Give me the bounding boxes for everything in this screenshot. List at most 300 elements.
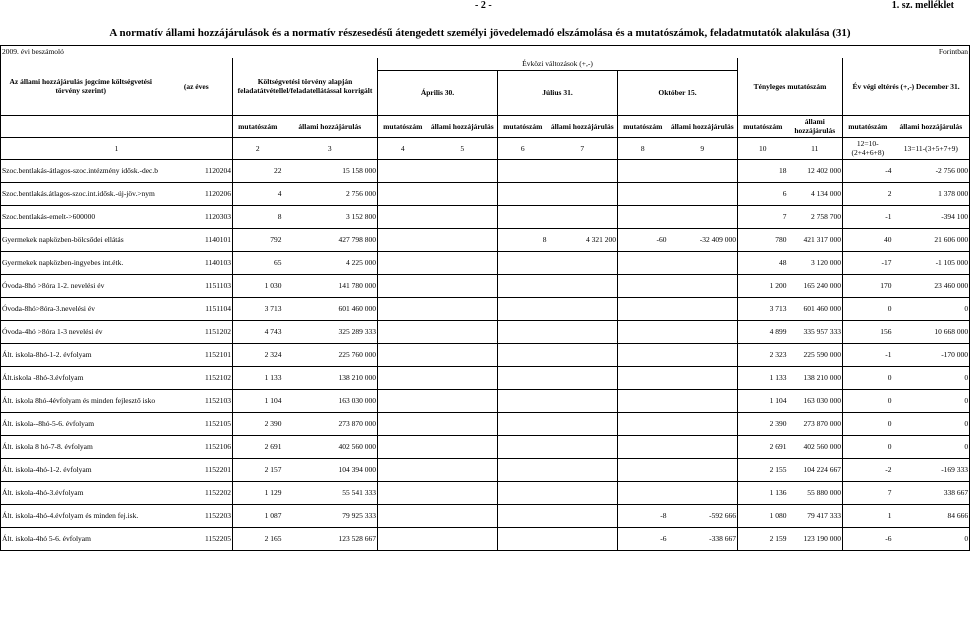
table-row xyxy=(1,251,970,274)
table-row xyxy=(1,389,970,412)
row-code: 1120303 xyxy=(161,205,233,228)
row-value: 6 xyxy=(738,182,788,205)
page-header xyxy=(0,0,960,12)
row-jogcim: Szoc.bentlakás-emelt->600000 xyxy=(1,205,161,228)
row-value: 123 528 667 xyxy=(283,527,378,550)
row-value: 2 691 xyxy=(738,435,788,458)
row-value: -1 xyxy=(843,343,893,366)
row-value xyxy=(668,159,738,182)
row-value: -2 756 000 xyxy=(893,159,970,182)
data-rows xyxy=(1,159,970,550)
row-value: -17 xyxy=(843,251,893,274)
subheader-cell: mutatószám xyxy=(738,115,788,137)
row-value xyxy=(668,297,738,320)
row-value xyxy=(378,527,428,550)
row-value: 0 xyxy=(843,297,893,320)
row-value xyxy=(428,251,498,274)
table-row xyxy=(1,274,970,297)
row-value xyxy=(618,320,668,343)
row-value: 0 xyxy=(893,412,970,435)
row-value: 427 798 800 xyxy=(283,228,378,251)
row-value xyxy=(428,527,498,550)
row-value xyxy=(498,458,548,481)
row-value xyxy=(668,389,738,412)
row-value: 163 030 000 xyxy=(283,389,378,412)
row-value: 1 133 xyxy=(738,366,788,389)
row-value xyxy=(498,274,548,297)
row-value: 1 104 xyxy=(233,389,283,412)
row-value xyxy=(428,343,498,366)
annex-label: 1. sz. melléklet xyxy=(891,0,954,11)
row-jogcim: Ált. iskola-4hó 5-6. évfolyam xyxy=(1,527,161,550)
row-code: 1152103 xyxy=(161,389,233,412)
report-label: 2009. évi beszámoló xyxy=(1,46,283,58)
row-value xyxy=(498,527,548,550)
row-value: 15 158 000 xyxy=(283,159,378,182)
row-value: 2 324 xyxy=(233,343,283,366)
row-value xyxy=(668,251,738,274)
row-value: 0 xyxy=(893,389,970,412)
row-jogcim: Ált. iskola-4hó-3.évfolyam xyxy=(1,481,161,504)
table-row xyxy=(1,228,970,251)
row-jogcim: Ált. iskola--8hó-5-6. évfolyam xyxy=(1,412,161,435)
row-value xyxy=(548,504,618,527)
row-code: 1152101 xyxy=(161,343,233,366)
column-number: 9 xyxy=(668,137,738,159)
row-value xyxy=(498,389,548,412)
header-tenyleges: Tényleges mutatószám xyxy=(738,58,843,116)
table-row xyxy=(1,297,970,320)
row-value xyxy=(618,297,668,320)
row-value xyxy=(618,182,668,205)
row-value xyxy=(548,366,618,389)
row-value: 18 xyxy=(738,159,788,182)
row-value xyxy=(378,205,428,228)
row-value xyxy=(428,297,498,320)
row-value: 1 087 xyxy=(233,504,283,527)
row-value xyxy=(498,320,548,343)
row-value xyxy=(618,159,668,182)
row-value xyxy=(378,320,428,343)
row-value: 12 402 000 xyxy=(788,159,843,182)
row-value xyxy=(378,412,428,435)
row-value xyxy=(548,343,618,366)
row-value: 3 120 000 xyxy=(788,251,843,274)
row-value: -2 xyxy=(843,458,893,481)
subheader-cell: mutatószám xyxy=(843,115,893,137)
row-value: 8 xyxy=(233,205,283,228)
row-value: 2 165 xyxy=(233,527,283,550)
subheader-row xyxy=(1,115,970,137)
row-value: 2 159 xyxy=(738,527,788,550)
row-value xyxy=(378,159,428,182)
header-aprilis: Április 30. xyxy=(420,88,455,97)
row-value xyxy=(548,435,618,458)
row-jogcim: Óvoda-4hó >8óra 1-3 nevelési év xyxy=(1,320,161,343)
row-value xyxy=(428,205,498,228)
row-jogcim: Ált. iskola-8hó-1-2. évfolyam xyxy=(1,343,161,366)
row-value: 421 317 000 xyxy=(788,228,843,251)
row-jogcim: Ált.iskola -8hó-3.évfolyam xyxy=(1,366,161,389)
subheader-cell: állami hozzájárulás xyxy=(788,115,843,137)
header-julius: Július 31. xyxy=(497,71,617,115)
row-value: -170 000 xyxy=(893,343,970,366)
row-jogcim: Ált. iskola 8 hó-7-8. évfolyam xyxy=(1,435,161,458)
row-value: 1 104 xyxy=(738,389,788,412)
table-row xyxy=(1,458,970,481)
row-value xyxy=(428,274,498,297)
row-value: 792 xyxy=(233,228,283,251)
row-code: 1152203 xyxy=(161,504,233,527)
row-value: 1 378 000 xyxy=(893,182,970,205)
row-value xyxy=(428,159,498,182)
row-value: 1 136 xyxy=(738,481,788,504)
row-code: 1152105 xyxy=(161,412,233,435)
row-value xyxy=(498,504,548,527)
row-value: 335 957 333 xyxy=(788,320,843,343)
table-row xyxy=(1,320,970,343)
row-value: 2 758 700 xyxy=(788,205,843,228)
column-number: 5 xyxy=(428,137,498,159)
subheader-cell: állami hozzájárulás xyxy=(548,115,618,137)
row-value: 40 xyxy=(843,228,893,251)
row-value: 402 560 000 xyxy=(283,435,378,458)
row-value: -1 xyxy=(843,205,893,228)
row-value xyxy=(548,251,618,274)
row-value: 165 240 000 xyxy=(788,274,843,297)
row-value xyxy=(428,481,498,504)
report-label-row xyxy=(1,46,970,58)
row-value xyxy=(548,389,618,412)
row-value xyxy=(428,504,498,527)
row-value xyxy=(548,159,618,182)
subheader-cell: állami hozzájárulás xyxy=(283,115,378,137)
row-value xyxy=(498,182,548,205)
row-value: 4 134 000 xyxy=(788,182,843,205)
column-number: 1 xyxy=(1,137,233,159)
table-row xyxy=(1,159,970,182)
row-value xyxy=(618,366,668,389)
row-value xyxy=(618,343,668,366)
row-value xyxy=(498,159,548,182)
row-value: 2 157 xyxy=(233,458,283,481)
row-jogcim: Ált. iskola 8hó-4évfolyam és minden fejlesztő isko xyxy=(1,389,161,412)
subheader-cell: mutatószám xyxy=(618,115,668,137)
row-value: -32 409 000 xyxy=(668,228,738,251)
row-value: 7 xyxy=(738,205,788,228)
row-value xyxy=(618,435,668,458)
row-value: 1 xyxy=(843,504,893,527)
row-value: 138 210 000 xyxy=(788,366,843,389)
row-code: 1140103 xyxy=(161,251,233,274)
row-value: -394 100 xyxy=(893,205,970,228)
row-value: 0 xyxy=(893,366,970,389)
row-jogcim: Ált. iskola-4hó-1-2. évfolyam xyxy=(1,458,161,481)
row-value: 123 190 000 xyxy=(788,527,843,550)
row-value xyxy=(378,435,428,458)
table-row xyxy=(1,527,970,550)
row-code: 1151202 xyxy=(161,320,233,343)
row-code: 1151103 xyxy=(161,274,233,297)
row-value xyxy=(548,182,618,205)
row-value xyxy=(618,205,668,228)
row-value xyxy=(548,320,618,343)
column-number-row xyxy=(1,137,970,159)
row-value xyxy=(428,412,498,435)
row-value xyxy=(428,182,498,205)
row-value xyxy=(618,481,668,504)
header-eves: (az éves xyxy=(183,81,209,91)
row-value xyxy=(378,251,428,274)
column-number: 8 xyxy=(618,137,668,159)
row-value xyxy=(378,182,428,205)
row-value: 48 xyxy=(738,251,788,274)
row-value xyxy=(668,205,738,228)
row-value: 1 133 xyxy=(233,366,283,389)
row-value xyxy=(428,228,498,251)
row-value: 0 xyxy=(843,412,893,435)
column-number: 4 xyxy=(378,137,428,159)
row-value xyxy=(668,412,738,435)
column-number: 10 xyxy=(738,137,788,159)
row-value: 0 xyxy=(893,527,970,550)
row-code: 1152202 xyxy=(161,481,233,504)
column-number: 12=10-(2+4+6+8) xyxy=(843,137,893,159)
row-value: 7 xyxy=(843,481,893,504)
table-row xyxy=(1,366,970,389)
column-number: 6 xyxy=(498,137,548,159)
row-value xyxy=(668,366,738,389)
row-value: 2 756 000 xyxy=(283,182,378,205)
header-row xyxy=(1,58,970,116)
row-jogcim: Gyermekek napközben-ingyebes int.étk. xyxy=(1,251,161,274)
row-value: 780 xyxy=(738,228,788,251)
row-code: 1152201 xyxy=(161,458,233,481)
table-row xyxy=(1,343,970,366)
row-value: 104 224 667 xyxy=(788,458,843,481)
subheader-cell: mutatószám xyxy=(498,115,548,137)
row-value: 338 667 xyxy=(893,481,970,504)
row-value: -592 666 xyxy=(668,504,738,527)
row-value: 104 394 000 xyxy=(283,458,378,481)
page-number: - 2 - xyxy=(475,0,492,11)
column-number: 11 xyxy=(788,137,843,159)
row-value: 3 713 xyxy=(233,297,283,320)
row-value xyxy=(668,320,738,343)
row-value: 2 390 xyxy=(738,412,788,435)
row-value: 4 xyxy=(233,182,283,205)
row-value xyxy=(668,435,738,458)
table-row xyxy=(1,504,970,527)
row-value: 0 xyxy=(893,435,970,458)
header-ev-vegi: Év végi eltérés (+,-) December 31. xyxy=(843,58,970,116)
row-value xyxy=(428,435,498,458)
row-value: 1 129 xyxy=(233,481,283,504)
row-value: -169 333 xyxy=(893,458,970,481)
row-value: 225 590 000 xyxy=(788,343,843,366)
row-value xyxy=(618,251,668,274)
row-value: -338 667 xyxy=(668,527,738,550)
row-value: 21 606 000 xyxy=(893,228,970,251)
row-value: 273 870 000 xyxy=(788,412,843,435)
row-code: 1152106 xyxy=(161,435,233,458)
row-value: 79 417 333 xyxy=(788,504,843,527)
row-value xyxy=(548,458,618,481)
table-row xyxy=(1,205,970,228)
row-value xyxy=(548,205,618,228)
row-value: 55 541 333 xyxy=(283,481,378,504)
subheader-cell: mutatószám xyxy=(233,115,283,137)
row-value: 225 760 000 xyxy=(283,343,378,366)
row-value: 1 200 xyxy=(738,274,788,297)
row-value: 0 xyxy=(893,297,970,320)
row-value: 10 668 000 xyxy=(893,320,970,343)
table-row xyxy=(1,182,970,205)
row-value xyxy=(498,205,548,228)
subheader-cell: állami hozzájárulás xyxy=(893,115,970,137)
row-value xyxy=(378,228,428,251)
row-value: 8 xyxy=(498,228,548,251)
row-jogcim: Szoc.bentlakás-átlagos-szoc.intézmény idősk.-dec.b xyxy=(1,159,161,182)
row-value: 325 289 333 xyxy=(283,320,378,343)
row-value: 601 460 000 xyxy=(283,297,378,320)
row-value: 79 925 333 xyxy=(283,504,378,527)
row-value: 0 xyxy=(843,435,893,458)
currency-label: Forintban xyxy=(843,46,970,58)
row-value: 3 713 xyxy=(738,297,788,320)
row-value: 2 691 xyxy=(233,435,283,458)
row-value xyxy=(378,389,428,412)
row-jogcim: Óvoda-8hó >8óra 1-2. nevelési év xyxy=(1,274,161,297)
header-evkozi-group xyxy=(378,58,738,116)
row-value xyxy=(378,458,428,481)
column-number: 7 xyxy=(548,137,618,159)
row-value xyxy=(618,389,668,412)
row-value: -6 xyxy=(618,527,668,550)
row-value: -4 xyxy=(843,159,893,182)
row-value: 23 460 000 xyxy=(893,274,970,297)
row-value xyxy=(378,297,428,320)
row-value xyxy=(668,274,738,297)
row-value xyxy=(498,412,548,435)
row-jogcim: Szoc.bentlakás.átlagos-szoc.int.idősk.-új-jöv.>nym xyxy=(1,182,161,205)
row-value xyxy=(428,458,498,481)
row-jogcim: Óvoda-8hó>8óra-3.nevelési év xyxy=(1,297,161,320)
row-value xyxy=(428,389,498,412)
row-value: 138 210 000 xyxy=(283,366,378,389)
row-code: 1151104 xyxy=(161,297,233,320)
row-value xyxy=(498,343,548,366)
row-value xyxy=(548,527,618,550)
row-value xyxy=(498,435,548,458)
subheader-cell: állami hozzájárulás xyxy=(668,115,738,137)
row-value: -60 xyxy=(618,228,668,251)
row-value xyxy=(668,343,738,366)
row-value: 601 460 000 xyxy=(788,297,843,320)
row-value: 1 080 xyxy=(738,504,788,527)
column-number: 3 xyxy=(283,137,378,159)
document-title: A normatív állami hozzájárulások és a normatív részesedésű átengedett személyi jövedelemadó elszámolása és a mutatószámok, feladatmutatók alakulása (31) xyxy=(109,27,851,39)
row-value: 141 780 000 xyxy=(283,274,378,297)
row-value xyxy=(498,481,548,504)
row-value: 84 666 xyxy=(893,504,970,527)
subheader-cell: mutatószám xyxy=(378,115,428,137)
table-row xyxy=(1,435,970,458)
row-code: 1120206 xyxy=(161,182,233,205)
row-value xyxy=(668,481,738,504)
row-value: 2 323 xyxy=(738,343,788,366)
row-value xyxy=(498,366,548,389)
header-evkozi: Évközi változások (+,-) xyxy=(378,58,737,71)
column-number: 13=11-(3+5+7+9) xyxy=(893,137,970,159)
row-jogcim: Ált. iskola-4hó-4.évfolyam és minden fej.isk. xyxy=(1,504,161,527)
row-value: 1 030 xyxy=(233,274,283,297)
row-value: 156 xyxy=(843,320,893,343)
report-table xyxy=(0,45,970,551)
row-value xyxy=(548,274,618,297)
row-value xyxy=(428,366,498,389)
row-code: 1140101 xyxy=(161,228,233,251)
table-row xyxy=(1,412,970,435)
row-value xyxy=(498,251,548,274)
row-value: 2 155 xyxy=(738,458,788,481)
row-value: 4 225 000 xyxy=(283,251,378,274)
row-value: 402 560 000 xyxy=(788,435,843,458)
row-value xyxy=(378,504,428,527)
row-value: 0 xyxy=(843,389,893,412)
row-value xyxy=(548,481,618,504)
row-value: 3 152 800 xyxy=(283,205,378,228)
row-value: 4 321 200 xyxy=(548,228,618,251)
row-code: 1152205 xyxy=(161,527,233,550)
row-value xyxy=(668,458,738,481)
row-code: 1120204 xyxy=(161,159,233,182)
row-value xyxy=(618,412,668,435)
header-oktober: Október 15. xyxy=(617,71,737,115)
row-value xyxy=(668,182,738,205)
row-value: 55 880 000 xyxy=(788,481,843,504)
row-value: -1 105 000 xyxy=(893,251,970,274)
row-value: -8 xyxy=(618,504,668,527)
row-value: 4 743 xyxy=(233,320,283,343)
row-value: 163 030 000 xyxy=(788,389,843,412)
row-value: 273 870 000 xyxy=(283,412,378,435)
row-value: 4 899 xyxy=(738,320,788,343)
row-value xyxy=(548,297,618,320)
header-jogcim: Az állami hozzájárulás jogcíme költségvetési törvény szerint) xyxy=(1,58,161,116)
row-value xyxy=(618,274,668,297)
row-value: 0 xyxy=(843,366,893,389)
row-value xyxy=(498,297,548,320)
row-value xyxy=(378,274,428,297)
subheader-cell: állami hozzájárulás xyxy=(428,115,498,137)
row-value: -6 xyxy=(843,527,893,550)
row-value xyxy=(378,366,428,389)
row-code: 1152102 xyxy=(161,366,233,389)
row-value: 65 xyxy=(233,251,283,274)
row-value xyxy=(378,481,428,504)
row-jogcim: Gyermekek napközben-bölcsődei ellátás xyxy=(1,228,161,251)
header-korrigalt: Költségvetési törvény alapján feladatátvétellel/feladatellátással korrigált xyxy=(233,58,378,116)
row-value: 170 xyxy=(843,274,893,297)
column-number: 2 xyxy=(233,137,283,159)
row-value: 2 390 xyxy=(233,412,283,435)
row-value xyxy=(548,412,618,435)
row-value: 22 xyxy=(233,159,283,182)
table-row xyxy=(1,481,970,504)
row-value xyxy=(618,458,668,481)
row-value: 2 xyxy=(843,182,893,205)
